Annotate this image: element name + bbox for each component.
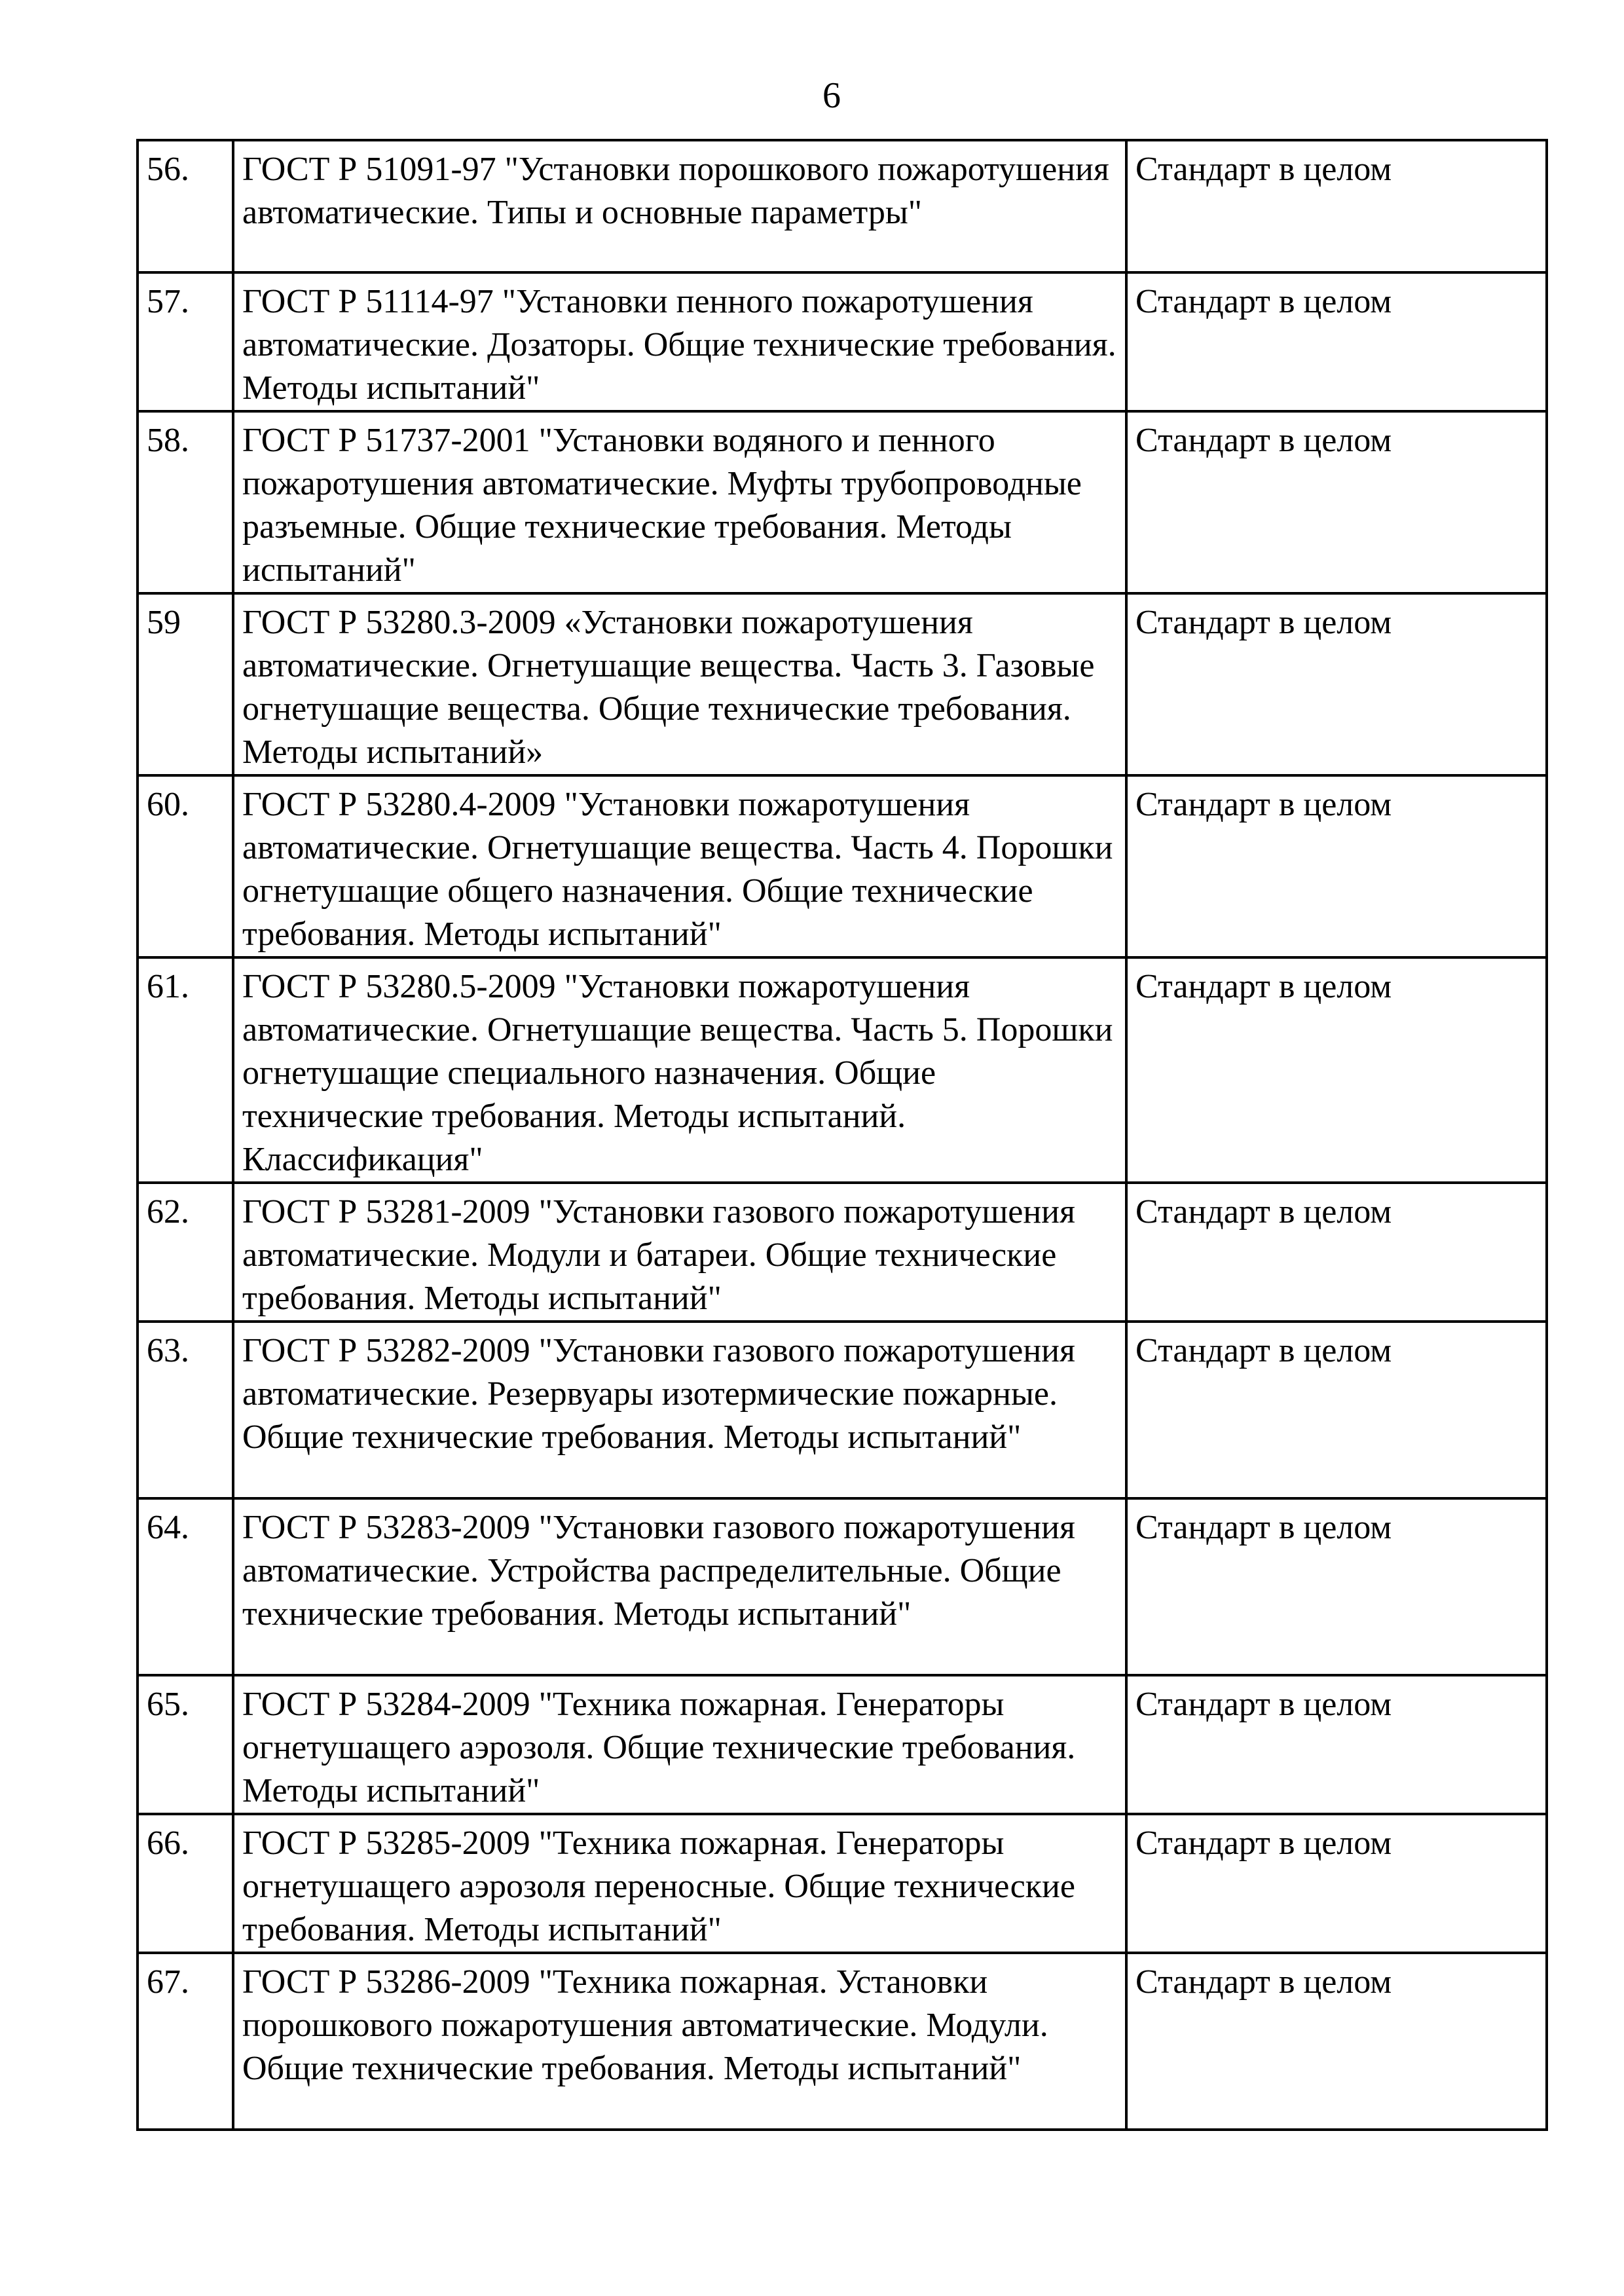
scope-text: Стандарт в целом — [1126, 272, 1547, 411]
standard-title: ГОСТ Р 53280.5-2009 "Установки пожаротушения автоматические. Огнетушащие вещества. Часть 5. Порошки огнетушащие специального назначения. Общие технические требования. Методы испытаний. Классификация" — [233, 957, 1126, 1183]
standard-title: ГОСТ Р 53283-2009 "Установки газового пожаротушения автоматические. Устройства распределительные. Общие технические требования. Методы испытаний" — [233, 1498, 1126, 1675]
row-number: 65. — [138, 1675, 233, 1814]
scope-text: Стандарт в целом — [1126, 140, 1547, 272]
scope-text: Стандарт в целом — [1126, 1183, 1547, 1322]
row-number: 66. — [138, 1814, 233, 1953]
page-number: 6 — [822, 75, 841, 116]
scope-text: Стандарт в целом — [1126, 775, 1547, 957]
table-row — [138, 272, 1547, 411]
standard-title: ГОСТ Р 51114-97 "Установки пенного пожаротушения автоматические. Дозаторы. Общие технические требования. Методы испытаний" — [233, 272, 1126, 411]
table-row — [138, 1498, 1547, 1675]
row-number: 57. — [138, 272, 233, 411]
standard-title: ГОСТ Р 53280.4-2009 "Установки пожаротушения автоматические. Огнетушащие вещества. Часть 4. Порошки огнетушащие общего назначения. Общие технические требования. Методы испытаний" — [233, 775, 1126, 957]
row-number: 56. — [138, 140, 233, 272]
table-row — [138, 140, 1547, 272]
table-row — [138, 593, 1547, 775]
scope-text: Стандарт в целом — [1126, 1322, 1547, 1498]
table-row — [138, 957, 1547, 1183]
row-number: 61. — [138, 957, 233, 1183]
table-row — [138, 1814, 1547, 1953]
standard-title: ГОСТ Р 53282-2009 "Установки газового пожаротушения автоматические. Резервуары изотермические пожарные. Общие технические требования. Методы испытаний" — [233, 1322, 1126, 1498]
table-row — [138, 775, 1547, 957]
standard-title: ГОСТ Р 53284-2009 "Техника пожарная. Генераторы огнетушащего аэрозоля. Общие технические требования. Методы испытаний" — [233, 1675, 1126, 1814]
row-number: 62. — [138, 1183, 233, 1322]
scope-text: Стандарт в целом — [1126, 1814, 1547, 1953]
table-row — [138, 1953, 1547, 2130]
row-number: 64. — [138, 1498, 233, 1675]
standard-title: ГОСТ Р 51091-97 "Установки порошкового пожаротушения автоматические. Типы и основные параметры" — [233, 140, 1126, 272]
table-row — [138, 411, 1547, 593]
scope-text: Стандарт в целом — [1126, 593, 1547, 775]
scope-text: Стандарт в целом — [1126, 1498, 1547, 1675]
standard-title: ГОСТ Р 53285-2009 "Техника пожарная. Генераторы огнетушащего аэрозоля переносные. Общие технические требования. Методы испытаний" — [233, 1814, 1126, 1953]
row-number: 67. — [138, 1953, 233, 2130]
scope-text: Стандарт в целом — [1126, 411, 1547, 593]
standards-table — [136, 139, 1548, 2131]
row-number: 58. — [138, 411, 233, 593]
table-row — [138, 1183, 1547, 1322]
row-number: 63. — [138, 1322, 233, 1498]
scope-text: Стандарт в целом — [1126, 1675, 1547, 1814]
scope-text: Стандарт в целом — [1126, 1953, 1547, 2130]
row-number: 59 — [138, 593, 233, 775]
standard-title: ГОСТ Р 53281-2009 "Установки газового пожаротушения автоматические. Модули и батареи. Общие технические требования. Методы испытаний" — [233, 1183, 1126, 1322]
row-number: 60. — [138, 775, 233, 957]
scope-text: Стандарт в целом — [1126, 957, 1547, 1183]
table-row — [138, 1675, 1547, 1814]
standard-title: ГОСТ Р 53280.3-2009 «Установки пожаротушения автоматические. Огнетушащие вещества. Часть 3. Газовые огнетушащие вещества. Общие технические требования. Методы испытаний» — [233, 593, 1126, 775]
table-row — [138, 1322, 1547, 1498]
standard-title: ГОСТ Р 53286-2009 "Техника пожарная. Установки порошкового пожаротушения автоматические. Модули. Общие технические требования. Методы испытаний" — [233, 1953, 1126, 2130]
standard-title: ГОСТ Р 51737-2001 "Установки водяного и пенного пожаротушения автоматические. Муфты трубопроводные разъемные. Общие технические требования. Методы испытаний" — [233, 411, 1126, 593]
